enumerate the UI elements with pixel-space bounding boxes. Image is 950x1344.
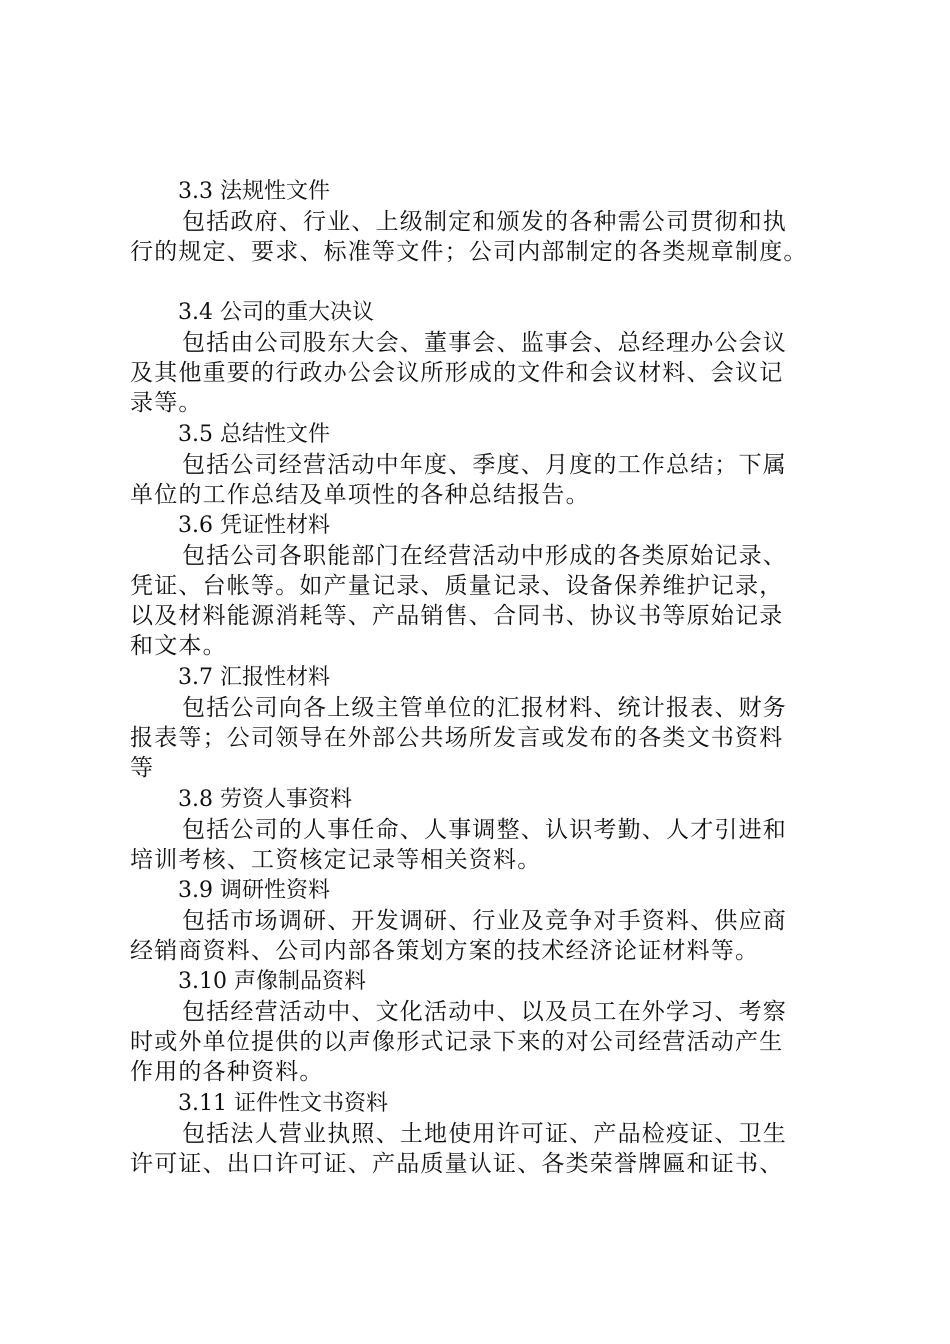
section-3-11	[130, 1089, 840, 1179]
paragraph-line: 包括公司向各上级主管单位的汇报材料、统计报表、财务	[182, 695, 787, 721]
paragraph-line: 行的规定、要求、标准等文件；公司内部制定的各类规章制度。	[130, 239, 808, 265]
paragraph-line: 包括市场调研、开发调研、行业及竞争对手资料、供应商	[182, 908, 787, 934]
paragraph-line: 包括公司各职能部门在经营活动中形成的各类原始记录、	[182, 543, 787, 569]
section-heading: 3.11 证件性文书资料	[178, 1091, 388, 1116]
section-3-9	[130, 876, 840, 966]
paragraph-line: 时或外单位提供的以声像形式记录下来的对公司经营活动产生	[130, 1029, 784, 1055]
paragraph-line: 包括公司的人事任命、人事调整、认识考勤、人才引进和	[182, 817, 787, 843]
paragraph-line: 培训考核、工资核定记录等相关资料。	[130, 847, 542, 873]
paragraph-line: 包括经营活动中、文化活动中、以及员工在外学习、考察	[182, 999, 787, 1025]
paragraph-line: 及其他重要的行政办公会议所形成的文件和会议材料、会议记	[130, 360, 784, 386]
section-heading: 3.6 凭证性材料	[178, 513, 330, 538]
section-3-7	[130, 663, 840, 783]
section-heading: 3.8 劳资人事资料	[178, 787, 352, 812]
paragraph-line: 经销商资料、公司内部各策划方案的技术经济论证材料等。	[130, 938, 760, 964]
paragraph-line: 包括公司经营活动中年度、季度、月度的工作总结；下属	[182, 452, 787, 478]
section-heading: 3.4 公司的重大决议	[178, 300, 374, 325]
section-3-6	[130, 511, 840, 661]
section-heading: 3.7 汇报性材料	[178, 665, 330, 690]
paragraph-line: 作用的各种资料。	[130, 1059, 324, 1085]
paragraph-line: 单位的工作总结及单项性的各种总结报告。	[130, 482, 590, 508]
paragraph-line: 包括政府、行业、上级制定和颁发的各种需公司贯彻和执	[182, 209, 787, 235]
paragraph-line: 包括由公司股东大会、董事会、监事会、总经理办公会议	[182, 330, 787, 356]
section-3-10	[130, 967, 840, 1087]
paragraph-line: 凭证、台帐等。如产量记录、质量记录、设备保养维护记录，	[130, 573, 784, 599]
section-heading: 3.9 调研性资料	[178, 878, 330, 903]
paragraph-line: 和文本。	[130, 633, 227, 659]
paragraph-line: 报表等；公司领导在外部公共场所发言或发布的各类文书资料	[130, 725, 784, 751]
section-heading: 3.3 法规性文件	[178, 179, 330, 204]
section-heading: 3.5 总结性文件	[178, 422, 330, 447]
section-heading: 3.10 声像制品资料	[178, 969, 366, 994]
section-3-8	[130, 785, 840, 875]
section-3-5	[130, 420, 840, 510]
paragraph-line: 以及材料能源消耗等、产品销售、合同书、协议书等原始记录	[130, 603, 784, 629]
section-3-4	[130, 298, 840, 418]
paragraph-line: 许可证、出口许可证、产品质量认证、各类荣誉牌匾和证书、	[130, 1151, 784, 1177]
paragraph-line: 包括法人营业执照、土地使用许可证、产品检疫证、卫生	[182, 1121, 787, 1147]
section-3-3	[130, 177, 840, 267]
paragraph-line: 等	[130, 755, 155, 781]
paragraph-line: 录等。	[130, 390, 203, 416]
